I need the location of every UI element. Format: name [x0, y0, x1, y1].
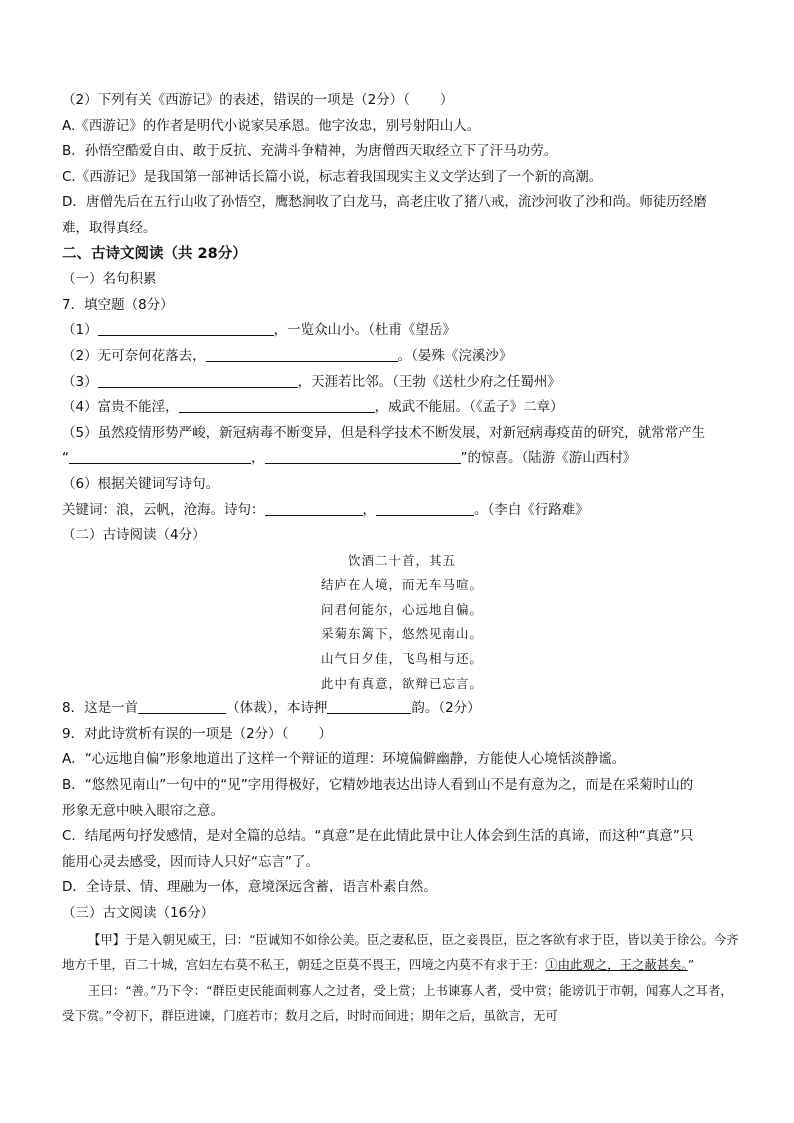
- quote-close: ”: [687, 957, 695, 973]
- exam-page: [62, 88, 742, 1029]
- q9-option-b: B．“悠然见南山”一句中的“见”字用得极好，它精妙地表达出诗人看到山不是有意为之，而是在采菊时山的: [62, 777, 694, 794]
- blank-field[interactable]: [98, 321, 274, 336]
- q8-mid: （体裁），本诗押: [226, 700, 328, 717]
- q7-i1-post: ，一览众山小。（杜甫《望岳》: [273, 322, 456, 339]
- blank-field[interactable]: [98, 373, 298, 388]
- sub-heading-2: （二）古诗阅读（4分）: [62, 527, 206, 544]
- blank-field[interactable]: [265, 449, 461, 464]
- blank-field[interactable]: [138, 699, 226, 714]
- q2-stem-text: （2）下列有关《西游记》的表述，错误的一项是（2分）（: [62, 92, 410, 108]
- section-title: 二、古诗文阅读（共 28分）: [62, 245, 247, 262]
- q8-pre: 8．这是一首: [62, 700, 139, 717]
- q7-i4-pre: （4）富贵不能淫，: [62, 399, 179, 416]
- q8-post: 韵。（2分）: [411, 700, 481, 717]
- q7-i5-post: ”的惊喜。（陆游《游山西村》: [460, 450, 637, 467]
- q2-stem: [62, 88, 742, 114]
- sub-heading-1: （一）名句积累: [62, 271, 157, 288]
- q2-option-a: A.《西游记》的作者是明代小说家吴承恩。他字汝忠，别号射阳山人。: [62, 117, 481, 134]
- q2-stem-close: ）: [439, 92, 454, 108]
- poem-title: 饮酒二十首，其五: [347, 552, 456, 568]
- poem-line: 此中有真意，欲辩已忘言。: [320, 675, 483, 691]
- blank-field[interactable]: [179, 398, 375, 413]
- q7-item-4: [62, 395, 742, 421]
- blank-field[interactable]: [265, 501, 363, 516]
- blank-field[interactable]: [206, 347, 398, 362]
- comma: ，: [251, 450, 265, 467]
- q7-item-6: [62, 498, 742, 524]
- comma: ，: [362, 501, 376, 518]
- q9-stem: [62, 722, 742, 748]
- q7-item-6-title: （6）根据关键词写诗句。: [62, 475, 220, 492]
- underlined-sentence: ①由此观之，王之蔽甚矣。: [545, 957, 688, 973]
- q9-stem-close: ）: [318, 725, 332, 742]
- q7-i1-pre: （1）: [62, 322, 98, 339]
- q7-item-5-blanks: [62, 446, 742, 472]
- q7-i3-post: ，天涯若比邻。（王勃《送杜少府之任蜀州》: [297, 373, 561, 390]
- q7-item-5: （5）虽然疫情形势严峻，新冠病毒不断变异，但是科学技术不断发展，对新冠病毒疫苗的研究，就常常产生: [62, 424, 706, 441]
- q7-i2-pre: （2）无可奈何花落去，: [62, 347, 206, 364]
- passage-jia-text: 【甲】于是入朝见威王，曰：“臣诚知不如徐公美。臣之妻私臣，臣之妾畏臣，臣之客欲有求于臣，皆以美于徐公。今齐地方千里，百二十城，宫妇左右莫不私王，朝廷之臣莫不畏王，四境之内莫不有求于王：: [62, 931, 739, 973]
- poem: [62, 549, 742, 697]
- q9-option-b-cont: 形象无意中映入眼帘之意。: [62, 802, 224, 819]
- q8: [62, 696, 742, 722]
- poem-line: 山气日夕佳，飞鸟相与还。: [320, 651, 483, 667]
- poem-line: 问君何能尔，心远地自偏。: [320, 601, 483, 617]
- q7-item-3: [62, 370, 742, 396]
- sub-heading-3: （三）古文阅读（16分）: [62, 905, 215, 921]
- poem-line: 结庐在人境，而无车马喧。: [320, 577, 483, 593]
- q9-option-a: A．“心远地自偏”形象地道出了这样一个辩证的道理：环境偏僻幽静，方能使人心境恬淡静谧。: [62, 751, 626, 768]
- q9-option-c: C．结尾两句抒发感情，是对全篇的总结。“真意”是在此情此景中让人体会到生活的真谛，而这种“真意”只: [62, 828, 694, 845]
- blank-field[interactable]: [69, 449, 251, 464]
- passage-jia: [62, 927, 742, 978]
- q7-item-2: [62, 344, 742, 370]
- q7-i2-post: 。（晏殊《浣溪沙》: [397, 347, 513, 364]
- q2-option-b: B．孙悟空酷爱自由、敢于反抗、充满斗争精神，为唐僧西天取经立下了汗马功劳。: [62, 143, 558, 160]
- blank-field[interactable]: [327, 699, 411, 714]
- q2-option-c: C.《西游记》是我国第一部神话长篇小说，标志着我国现实主义文学达到了一个新的高潮。: [62, 168, 603, 185]
- q2-option-d: D．唐僧先后在五行山收了孙悟空，鹰愁涧收了白龙马，高老庄收了猪八戒，流沙河收了沙和尚。师徒历经磨: [62, 194, 707, 211]
- q7-i6-post: 。（李白《行路难》: [474, 501, 589, 518]
- q7-i6-pre: 关键词：浪，云帆，沧海。诗句：: [62, 501, 265, 518]
- q9-option-c-cont: 能用心灵去感受，因而诗人只好“忘言”了。: [62, 853, 319, 870]
- q7-item-1: [62, 318, 742, 344]
- q2-option-d-cont: 难，取得真经。: [62, 219, 157, 236]
- q9-stem-text: 9．对此诗赏析有误的一项是（2分）（: [62, 725, 289, 742]
- passage-jia-2: 王曰：“善。”乃下令：“群臣吏民能面刺寡人之过者，受上赏；上书谏寡人者，受中赏；能谤讥于市朝，闻寡人之耳者，受下赏。”令初下，群臣进谏，门庭若市；数月之后，时时而间进；期年之后，虽欲言，无可: [62, 982, 733, 1024]
- blank-field[interactable]: [376, 501, 474, 516]
- poem-line: 采菊东篱下，悠然见南山。: [320, 626, 483, 642]
- q7-i3-pre: （3）: [62, 373, 98, 390]
- q7-i4-post: ，威武不能屈。（《孟子》二章）: [374, 399, 564, 416]
- q9-option-d: D．全诗景、情、理融为一体，意境深远含蓄，语言朴素自然。: [62, 879, 437, 896]
- q7-title: 7．填空题（8分）: [62, 296, 174, 313]
- quote-open: “: [62, 450, 69, 467]
